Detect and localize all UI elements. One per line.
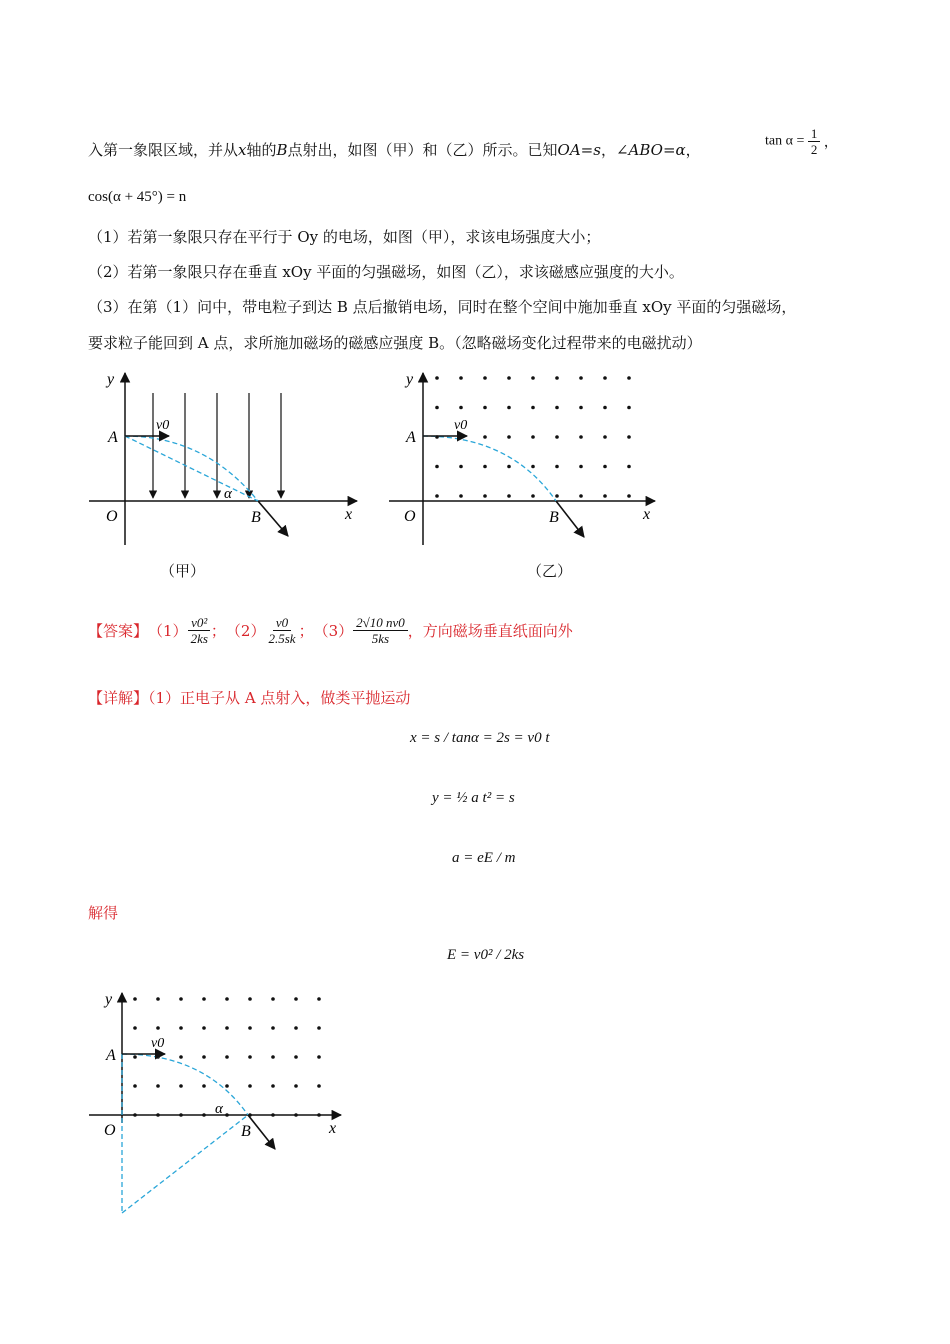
- label-a: A: [106, 1047, 116, 1064]
- label-o: O: [104, 1122, 116, 1139]
- figure-solution: [85, 985, 355, 1220]
- answer-line: [88, 600, 573, 660]
- given-oa: OA=s: [557, 141, 601, 159]
- field-dot: [507, 465, 511, 469]
- question-3-line-1: （3）在第（1）问中，带电粒子到达 B 点后撤销电场，同时在整个空间中施加垂直 xOy 平面的匀强磁场，: [88, 298, 797, 316]
- field-dot: [179, 997, 183, 1001]
- question-3-line-2: 要求粒子能回到 A 点，求所施加磁场的磁感应强度 B。（忽略磁场变化过程带来的电磁扰动）: [88, 334, 702, 352]
- label-alpha: α: [224, 486, 232, 502]
- field-dot: [483, 406, 487, 410]
- field-dot: [294, 1084, 298, 1088]
- field-dot: [294, 1055, 298, 1059]
- label-v0: v0: [454, 418, 468, 433]
- field-dot: [202, 1026, 206, 1030]
- separator: ；: [210, 621, 226, 640]
- field-dot: [579, 435, 583, 439]
- field-dot: [133, 1026, 137, 1030]
- label-a: A: [406, 429, 416, 446]
- field-dot: [271, 1084, 275, 1088]
- label-alpha: α: [215, 1101, 223, 1117]
- field-dot: [459, 376, 463, 380]
- label-b: B: [549, 509, 559, 526]
- field-dot: [225, 1055, 229, 1059]
- field-dot: [483, 494, 487, 498]
- equation-1: x = s / tanα = 2s = v0 t: [410, 730, 550, 746]
- frac-num: 1: [808, 126, 821, 142]
- question-2: （2）若第一象限只存在垂直 xOy 平面的匀强磁场，如图（乙），求该磁感应强度的大小。: [88, 263, 684, 281]
- answer-part-1: （1）: [148, 621, 188, 640]
- text-fragment: ，: [685, 141, 701, 159]
- field-dot: [579, 465, 583, 469]
- field-dot: [483, 376, 487, 380]
- magnetic-field-dots: [133, 997, 321, 1117]
- field-dot: [507, 435, 511, 439]
- field-dot: [627, 435, 631, 439]
- field-dot: [202, 1113, 206, 1117]
- trajectory: [423, 436, 556, 501]
- label-y: y: [105, 991, 113, 1008]
- field-dot: [225, 1113, 229, 1117]
- frac-num: 2√10 nv0: [353, 615, 408, 631]
- question-1: （1）若第一象限只存在平行于 Oy 的电场，如图（甲），求该电场强度大小；: [88, 228, 601, 246]
- field-dot: [435, 465, 439, 469]
- field-dot: [179, 1055, 183, 1059]
- label-b: B: [251, 509, 261, 526]
- field-dot: [294, 1026, 298, 1030]
- field-dot: [156, 1113, 160, 1117]
- field-dot: [248, 1055, 252, 1059]
- answer-fraction-1: [188, 615, 211, 646]
- label-x: x: [345, 506, 353, 523]
- frac-den: 5ks: [371, 630, 390, 646]
- field-dot: [248, 997, 252, 1001]
- label-o: O: [106, 508, 118, 525]
- field-dot: [555, 376, 559, 380]
- field-dot: [271, 1055, 275, 1059]
- field-dot: [248, 1026, 252, 1030]
- field-dot: [627, 494, 631, 498]
- field-dot: [507, 376, 511, 380]
- separator: ；: [298, 621, 314, 640]
- label-y: y: [406, 371, 414, 388]
- problem-line-1: [88, 140, 701, 160]
- tan-label: tan α =: [765, 133, 805, 149]
- field-dot: [531, 406, 535, 410]
- frac-den: 2.5sk: [268, 630, 296, 646]
- var-x: x: [238, 141, 247, 159]
- answer-tail: ，方向磁场垂直纸面向外: [407, 621, 573, 640]
- field-dot: [225, 1026, 229, 1030]
- label-x: x: [329, 1120, 337, 1137]
- text-fragment: ，: [823, 135, 838, 151]
- solution-tag: 【详解】: [88, 689, 149, 707]
- answer-fraction-2: [265, 615, 298, 646]
- field-dot: [435, 376, 439, 380]
- text-fragment: ，∠: [600, 141, 629, 159]
- field-dot: [459, 406, 463, 410]
- label-a: A: [108, 429, 118, 446]
- trajectory: [122, 1054, 248, 1115]
- field-dot: [435, 406, 439, 410]
- field-dot: [225, 997, 229, 1001]
- field-dot: [133, 997, 137, 1001]
- field-dot: [179, 1113, 183, 1117]
- field-dot: [317, 1084, 321, 1088]
- radius-line: [122, 1115, 248, 1213]
- label-v0: v0: [156, 418, 170, 433]
- field-dot: [483, 465, 487, 469]
- field-dot: [317, 1026, 321, 1030]
- text-fragment: 入第一象限区域，并从: [88, 141, 239, 159]
- cos-given: cos(α + 45°) = n: [88, 189, 187, 205]
- field-dot: [579, 494, 583, 498]
- field-dot: [603, 406, 607, 410]
- field-dot: [531, 435, 535, 439]
- label-v0: v0: [151, 1036, 165, 1051]
- equation-4: E = v0² / 2ks: [447, 947, 525, 963]
- exit-velocity-arrow: [248, 1115, 275, 1149]
- frac-den: 2ks: [190, 630, 208, 646]
- field-dot: [579, 376, 583, 380]
- field-dot: [627, 376, 631, 380]
- var-B: B: [276, 141, 288, 159]
- field-dot: [603, 494, 607, 498]
- frac-num: v0: [273, 615, 291, 631]
- field-dot: [156, 1026, 160, 1030]
- answer-part-3: （3）: [313, 621, 354, 640]
- field-dot: [483, 435, 487, 439]
- exit-velocity-arrow: [556, 501, 584, 537]
- field-dot: [603, 376, 607, 380]
- field-dot: [202, 997, 206, 1001]
- label-b: B: [241, 1123, 251, 1140]
- answer-fraction-3: [353, 615, 408, 646]
- field-dot: [156, 997, 160, 1001]
- field-dot: [202, 1055, 206, 1059]
- field-dot: [133, 1084, 137, 1088]
- field-dot: [317, 1055, 321, 1059]
- field-dot: [179, 1026, 183, 1030]
- field-dot: [317, 1113, 321, 1117]
- field-dot: [627, 465, 631, 469]
- field-dot: [603, 465, 607, 469]
- answer-part-2: （2）: [225, 621, 266, 640]
- tan-given: [765, 126, 838, 157]
- magnetic-field-dots: [435, 376, 631, 498]
- answer-tag: 【答案】: [88, 621, 149, 640]
- label-y: y: [107, 371, 115, 388]
- exit-velocity-arrow: [258, 501, 288, 536]
- field-dot: [271, 1026, 275, 1030]
- field-lines: [153, 393, 281, 498]
- field-dot: [271, 1113, 275, 1117]
- field-dot: [435, 494, 439, 498]
- field-dot: [579, 406, 583, 410]
- field-dot: [133, 1055, 137, 1059]
- field-dot: [225, 1084, 229, 1088]
- field-dot: [603, 435, 607, 439]
- solution-intro: （1）正电子从 A 点射入，做类平抛运动: [148, 689, 411, 707]
- field-dot: [507, 494, 511, 498]
- field-dot: [531, 465, 535, 469]
- field-dot: [179, 1084, 183, 1088]
- field-dot: [294, 1113, 298, 1117]
- field-dot: [531, 494, 535, 498]
- equation-3: a = eE / m: [452, 850, 516, 866]
- text-fragment: 点射出，如图（甲）和（乙）所示。已知: [287, 141, 558, 159]
- field-dot: [133, 1113, 137, 1117]
- field-dot: [459, 465, 463, 469]
- field-dot: [248, 1084, 252, 1088]
- field-dot: [555, 465, 559, 469]
- frac-den: 2: [810, 142, 818, 157]
- solution-intro-line: [88, 688, 410, 708]
- field-dot: [271, 997, 275, 1001]
- text-fragment: 轴的: [246, 141, 277, 159]
- field-dot: [507, 406, 511, 410]
- figure-yi: [385, 365, 665, 550]
- field-dot: [317, 997, 321, 1001]
- given-angle: ABO=α: [628, 141, 686, 159]
- equation-2: y = ½ a t² = s: [432, 790, 515, 806]
- chord-ab: [125, 436, 258, 501]
- label-o: O: [404, 508, 416, 525]
- figure-jia: [85, 365, 365, 550]
- field-dot: [294, 997, 298, 1001]
- field-dot: [627, 406, 631, 410]
- frac-num: v0²: [188, 615, 210, 631]
- solve-label: 解得: [88, 904, 119, 922]
- field-dot: [555, 406, 559, 410]
- caption-yi: （乙）: [527, 562, 573, 580]
- caption-jia: （甲）: [160, 562, 206, 580]
- label-x: x: [643, 506, 651, 523]
- field-dot: [531, 376, 535, 380]
- tan-fraction: [808, 126, 821, 157]
- field-dot: [555, 435, 559, 439]
- field-dot: [459, 494, 463, 498]
- field-dot: [156, 1084, 160, 1088]
- field-dot: [202, 1084, 206, 1088]
- field-dot: [555, 494, 559, 498]
